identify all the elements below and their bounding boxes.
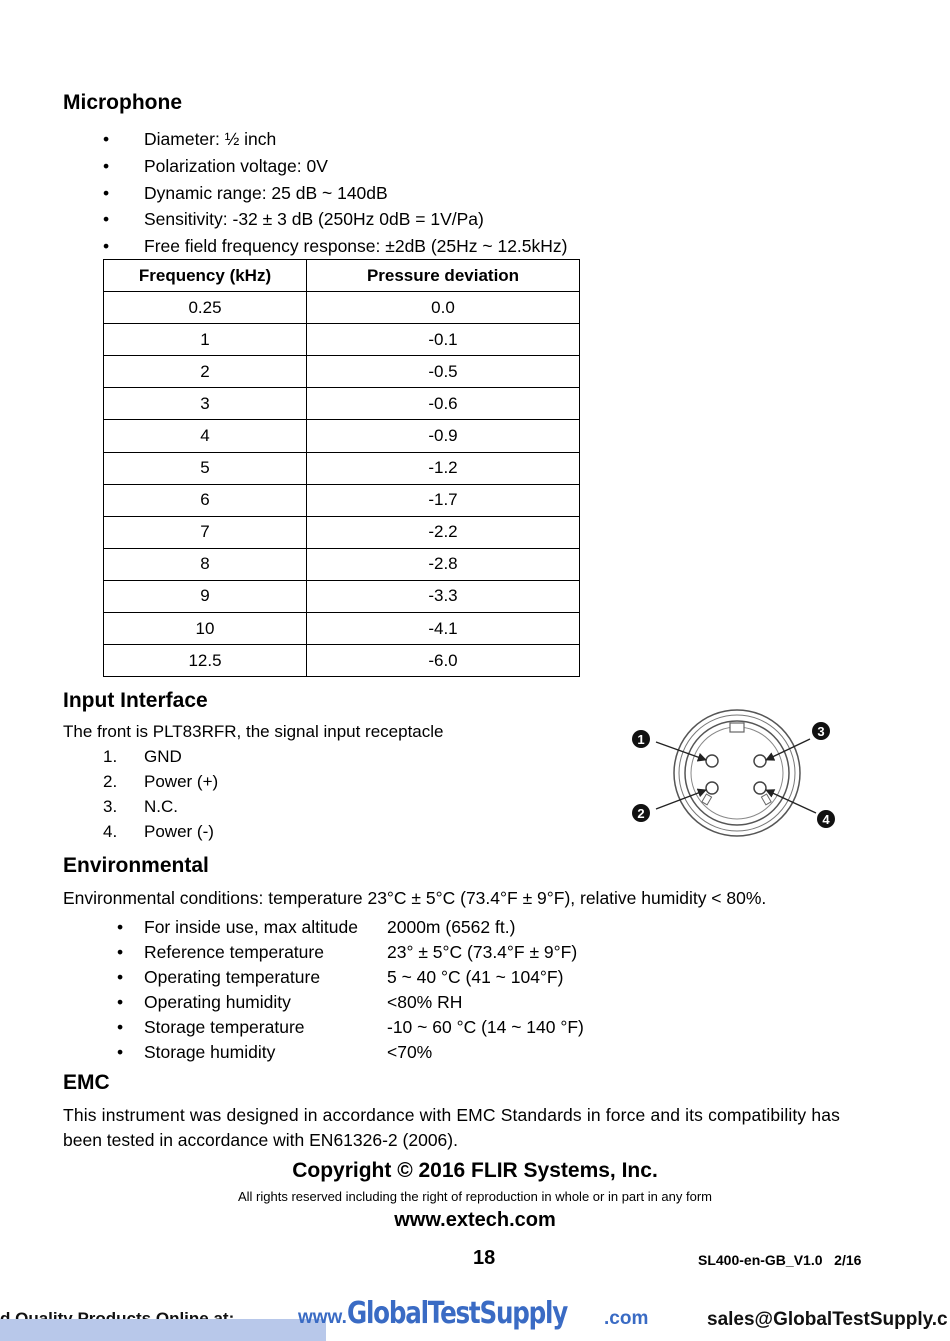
table-cell: -0.6 [307, 388, 580, 420]
pin-1-badge [632, 730, 650, 748]
pin-3-socket [754, 755, 766, 767]
table-cell: -3.3 [307, 580, 580, 612]
table-cell: 5 [104, 452, 307, 484]
copyright-rights: All rights reserved including the right of reproduction in whole or in part in any form [237, 1189, 713, 1204]
bullet-icon: • [103, 129, 110, 149]
table-row [104, 420, 580, 452]
bullet-icon: • [103, 156, 110, 176]
banner-site-link[interactable]: www.GlobalTestSupply [298, 1296, 567, 1331]
website-link[interactable]: www.extech.com [394, 1209, 556, 1231]
table-cell: 2 [104, 356, 307, 388]
bullet-icon: • [117, 967, 124, 987]
table-cell: -0.1 [307, 324, 580, 356]
table-cell: 7 [104, 516, 307, 548]
pin-2-badge [632, 804, 650, 822]
banner-site-suffix: .com [604, 1308, 649, 1329]
table-cell: 12.5 [104, 645, 307, 677]
table-cell: -6.0 [307, 645, 580, 677]
table-row [104, 484, 580, 516]
heading-microphone: Microphone [63, 91, 182, 114]
bullet-icon: • [103, 209, 110, 229]
connector-body [674, 710, 800, 836]
bullet-icon: • [117, 917, 124, 937]
table-cell: -0.9 [307, 420, 580, 452]
svg-text:1: 1 [637, 732, 645, 747]
bullet-icon: • [117, 1017, 124, 1037]
pin-2-socket [706, 782, 718, 794]
supplier-banner [0, 1296, 950, 1341]
banner-email-link[interactable]: sales@GlobalTestSupply.c [707, 1309, 948, 1330]
connector-pin-diagram [620, 705, 850, 840]
table-row [104, 452, 580, 484]
emc-text-line-2: been tested in accordance with EN61326-2 (2006). [63, 1130, 458, 1150]
table-header-row [104, 260, 580, 292]
table-row [104, 548, 580, 580]
table-cell: -2.8 [307, 548, 580, 580]
table-cell: -2.2 [307, 516, 580, 548]
table-cell: -4.1 [307, 613, 580, 645]
pin-1-socket [706, 755, 718, 767]
bullet-icon: • [117, 1042, 124, 1062]
copyright-title: Copyright © 2016 FLIR Systems, Inc. [292, 1159, 658, 1182]
table-cell: -0.5 [307, 356, 580, 388]
bullet-icon: • [117, 992, 124, 1012]
pin-4-badge [817, 810, 835, 828]
table-cell: 8 [104, 548, 307, 580]
svg-text:4: 4 [822, 812, 830, 827]
table-row [104, 292, 580, 324]
table-row [104, 580, 580, 612]
table-cell: -1.2 [307, 452, 580, 484]
emc-text-line-1: This instrument was designed in accordance with EMC Standards in force and its compatibility has [63, 1105, 840, 1125]
table-cell: 0.25 [104, 292, 307, 324]
table-cell: -1.7 [307, 484, 580, 516]
heading-environmental: Environmental [63, 854, 209, 877]
frequency-response-table [103, 259, 580, 677]
bullet-icon: • [117, 942, 124, 962]
table-row [104, 516, 580, 548]
column-header-frequency: Frequency (kHz) [104, 260, 307, 292]
table-cell: 6 [104, 484, 307, 516]
table-cell: 9 [104, 580, 307, 612]
table-cell: 10 [104, 613, 307, 645]
heading-emc: EMC [63, 1071, 110, 1094]
pin-3-badge [812, 722, 830, 740]
banner-strip [0, 1319, 326, 1341]
table-row [104, 388, 580, 420]
table-row [104, 356, 580, 388]
table-cell: 0.0 [307, 292, 580, 324]
bullet-icon: • [103, 183, 110, 203]
column-header-pressure-deviation: Pressure deviation [307, 260, 580, 292]
svg-text:3: 3 [817, 724, 825, 739]
bullet-icon: • [103, 236, 110, 256]
input-interface-intro: The front is PLT83RFR, the signal input receptacle [63, 722, 444, 741]
table-cell: 4 [104, 420, 307, 452]
heading-input-interface: Input Interface [63, 689, 208, 712]
table-cell: 3 [104, 388, 307, 420]
table-row [104, 324, 580, 356]
environmental-intro: Environmental conditions: temperature 23°C ± 5°C (73.4°F ± 9°F), relative humidity < 80%. [63, 888, 767, 908]
pin-4-socket [754, 782, 766, 794]
document-id: SL400-en-GB_V1.0 2/16 [698, 1252, 862, 1268]
table-row [104, 645, 580, 677]
svg-text:2: 2 [637, 806, 645, 821]
page-number: 18 [473, 1247, 496, 1269]
table-cell: 1 [104, 324, 307, 356]
table-row [104, 613, 580, 645]
